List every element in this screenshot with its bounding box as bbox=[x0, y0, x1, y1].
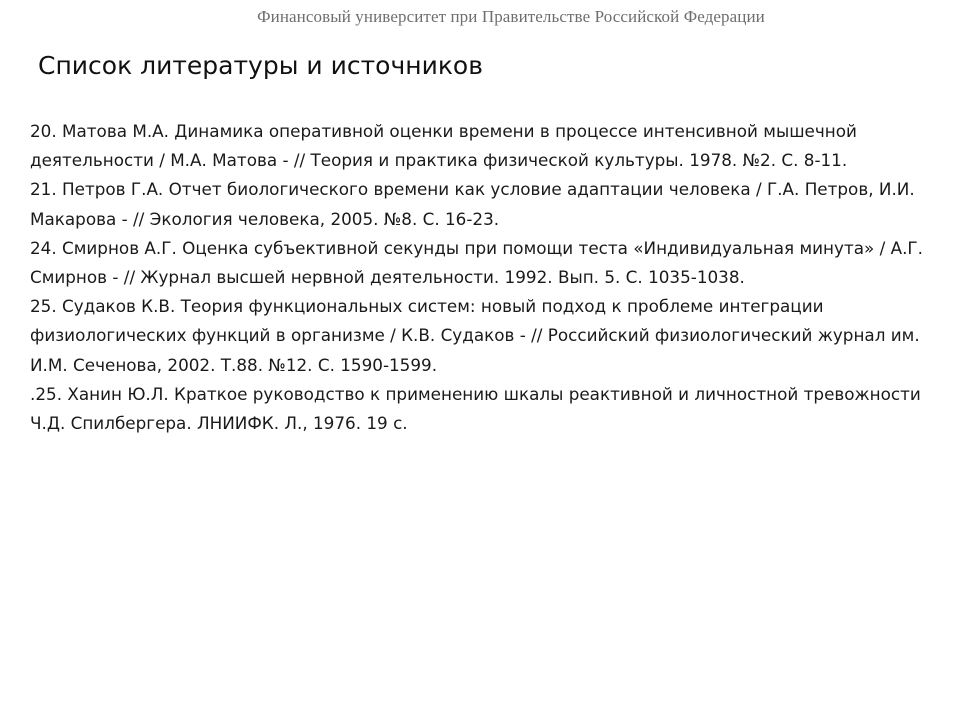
reference-list bbox=[30, 117, 935, 438]
reference-item: 25. Судаков К.В. Теория функциональных систем: новый подход к проблеме интеграции физиологических функций в организме / К.В. Судаков - // Российский физиологический журнал им. И.М. Сеченова, 2002. Т.88. №12. С. 1590-1599. bbox=[30, 296, 920, 375]
reference-item: 21. Петров Г.А. Отчет биологического времени как условие адаптации человека / Г.А. Петров, И.И. Макарова - // Экология человека, 2005. №8. С. 16-23. bbox=[30, 179, 915, 229]
slide-title: Список литературы и источников bbox=[38, 51, 483, 80]
reference-item: 20. Матова М.А. Динамика оперативной оценки времени в процессе интенсивной мышечной деятельности / М.А. Матова - // Теория и практика физической культуры. 1978. №2. С. 8-11. bbox=[30, 121, 857, 171]
institution-header: Финансовый университет при Правительстве Российской Федерации bbox=[257, 7, 765, 26]
reference-item: .25. Ханин Ю.Л. Краткое руководство к применению шкалы реактивной и личностной тревожности Ч.Д. Спилбергера. ЛНИИФК. Л., 1976. 19 с. bbox=[30, 383, 921, 434]
reference-item: 24. Смирнов А.Г. Оценка субъективной секунды при помощи теста «Индивидуальная минута» / А.Г. Смирнов - // Журнал высшей нервной деятельности. 1992. Вып. 5. С. 1035-1038. bbox=[30, 237, 923, 288]
